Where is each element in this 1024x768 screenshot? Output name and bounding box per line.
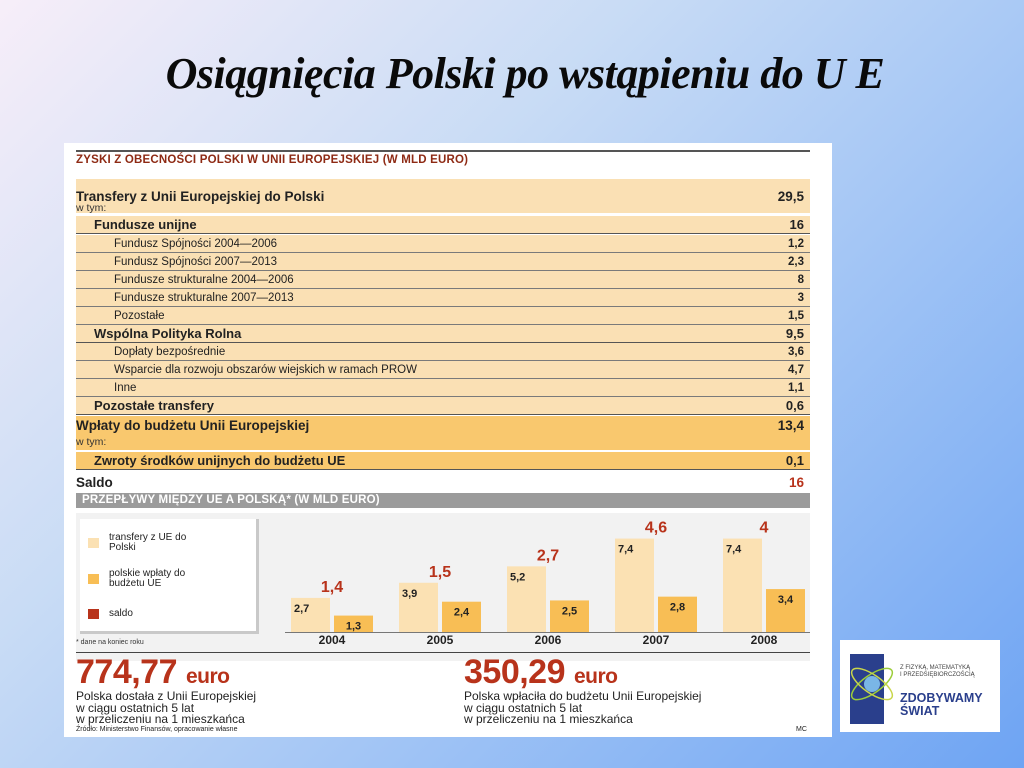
row-label: Transfery z Unii Europejskiej do Polski — [76, 188, 325, 204]
stat-number-paid — [464, 653, 617, 692]
table-row — [76, 452, 810, 470]
row-label: w tym: — [76, 436, 107, 448]
row-label: Pozostałe transfery — [94, 398, 214, 413]
chart-area — [76, 513, 810, 661]
logo-tagline-line: Z FIZYKĄ, MATEMATYKĄ — [900, 665, 971, 671]
bar-label-payments: 2,4 — [453, 606, 470, 619]
row-label: Inne — [114, 381, 137, 394]
row-label: Dopłaty bezpośrednie — [114, 345, 226, 358]
row-label: Pozostałe — [114, 309, 165, 322]
row-value: 1,2 — [788, 237, 804, 250]
x-tick-label: 2004 — [318, 633, 346, 647]
bar-label-payments: 2,5 — [561, 605, 578, 618]
saldo-label: 2,7 — [536, 547, 560, 565]
stat-value: 350,29 — [464, 653, 565, 691]
row-label: Wspólna Polityka Rolna — [94, 326, 242, 341]
stat-desc-line: w przeliczeniu na 1 mieszkańca — [76, 712, 245, 726]
stat-desc-line: Polska dostała z Unii Europejskiej — [76, 689, 257, 703]
bar-label-payments: 3,4 — [777, 594, 794, 607]
table-row — [76, 473, 810, 491]
row-label: Zwroty środków unijnych do budżetu UE — [94, 453, 346, 468]
logo-tagline — [900, 665, 975, 678]
stat-desc-line: w ciągu ostatnich 5 lat — [464, 700, 583, 715]
row-value: 16 — [789, 217, 804, 232]
row-label: Wpłaty do budżetu Unii Europejskiej — [76, 418, 310, 433]
legend-label: transfery z UE do Polski — [109, 532, 187, 553]
table-row — [76, 201, 810, 215]
row-label: Saldo — [76, 474, 113, 490]
stat-unit: euro — [573, 665, 618, 688]
table-row — [76, 271, 810, 289]
row-value: 3 — [797, 291, 804, 304]
row-value: 29,5 — [777, 188, 804, 204]
atom-globe-icon — [844, 642, 900, 730]
row-value: 8 — [797, 273, 804, 286]
x-tick-label: 2007 — [642, 633, 670, 647]
bar-label-transfers: 3,9 — [402, 587, 418, 600]
logo-name-line: ŚWIAT — [900, 704, 940, 718]
table-row — [76, 361, 810, 379]
logo-name-line: ZDOBYWAMY — [900, 691, 983, 705]
table-header: ZYSKI Z OBECNOŚCI POLSKI W UNII EUROPEJSKIEJ (W MLD EURO) — [76, 150, 810, 170]
stat-desc-received — [76, 691, 376, 726]
row-value: 4,7 — [788, 363, 804, 376]
bar-label-payments: 2,8 — [669, 601, 686, 614]
row-label: Fundusz Spójności 2004—2006 — [114, 237, 278, 250]
infographic — [64, 143, 832, 737]
table-row — [76, 379, 810, 397]
row-label: Wsparcie dla rozwoju obszarów wiejskich w ramach PROW — [114, 363, 417, 376]
row-label: Fundusz Spójności 2007—2013 — [114, 255, 278, 268]
footnote: * dane na koniec roku — [76, 639, 144, 646]
logo — [840, 640, 1000, 732]
stat-unit: euro — [185, 665, 230, 688]
bar-label-transfers: 7,4 — [726, 543, 742, 556]
table-row — [76, 216, 810, 234]
stat-desc-line: w ciągu ostatnich 5 lat — [76, 700, 195, 715]
stat-desc-line: w przeliczeniu na 1 mieszkańca — [464, 712, 633, 726]
table-row — [76, 325, 810, 343]
row-value: 3,6 — [788, 345, 804, 358]
bar-label-transfers: 5,2 — [510, 571, 526, 584]
chart-header: PRZEPŁYWY MIĘDZY UE A POLSKĄ* (W MLD EURO) — [76, 493, 810, 508]
logo-name — [900, 692, 983, 718]
saldo-label: 4,6 — [644, 519, 668, 537]
saldo-label: 4 — [759, 519, 769, 537]
x-tick-label: 2008 — [750, 633, 778, 647]
legend-label: saldo — [109, 608, 133, 619]
table-row — [76, 307, 810, 325]
row-value: 0,6 — [785, 398, 804, 413]
row-value: 13,4 — [777, 418, 804, 433]
slide-title: Osiągnięcia Polski po wstąpieniu do U E — [165, 49, 885, 98]
table-row — [76, 397, 810, 415]
saldo-label: 1,4 — [320, 578, 344, 596]
row-value: 9,5 — [785, 326, 804, 341]
bar-label-payments: 1,3 — [345, 620, 362, 633]
bar-chart — [76, 513, 810, 661]
stat-desc-line: Polska wpłaciła do budżetu Unii Europejskiej — [464, 689, 702, 703]
table-row — [76, 235, 810, 253]
row-value: 1,1 — [788, 381, 804, 394]
table-row — [76, 343, 810, 361]
logo-tagline-line: I PRZEDSIĘBIORCZOŚCIĄ — [900, 671, 975, 678]
stat-desc-paid — [464, 691, 804, 726]
table-row — [76, 289, 810, 307]
bar-label-transfers: 7,4 — [618, 543, 634, 556]
row-value: 1,5 — [788, 309, 804, 322]
stat-value: 774,77 — [76, 653, 177, 691]
row-label: w tym: — [76, 202, 107, 214]
legend-label: polskie wpłaty do budżetu UE — [109, 568, 186, 589]
bar-label-transfers: 2,7 — [294, 602, 310, 615]
saldo-label: 1,5 — [428, 563, 452, 581]
table-row — [76, 435, 810, 449]
table-row — [76, 253, 810, 271]
source-note: Źródło: Ministerstwo Finansów, opracowanie własne — [76, 726, 238, 733]
credit: MC — [796, 726, 807, 733]
row-value: 0,1 — [785, 453, 804, 468]
row-value: 2,3 — [788, 255, 804, 268]
row-value: 16 — [788, 474, 804, 490]
row-label: Fundusze unijne — [94, 217, 197, 232]
stat-number-received — [76, 653, 229, 692]
x-tick-label: 2006 — [534, 633, 562, 647]
row-label: Fundusze strukturalne 2007—2013 — [114, 291, 294, 304]
x-tick-label: 2005 — [426, 633, 454, 647]
row-label: Fundusze strukturalne 2004—2006 — [114, 273, 294, 286]
